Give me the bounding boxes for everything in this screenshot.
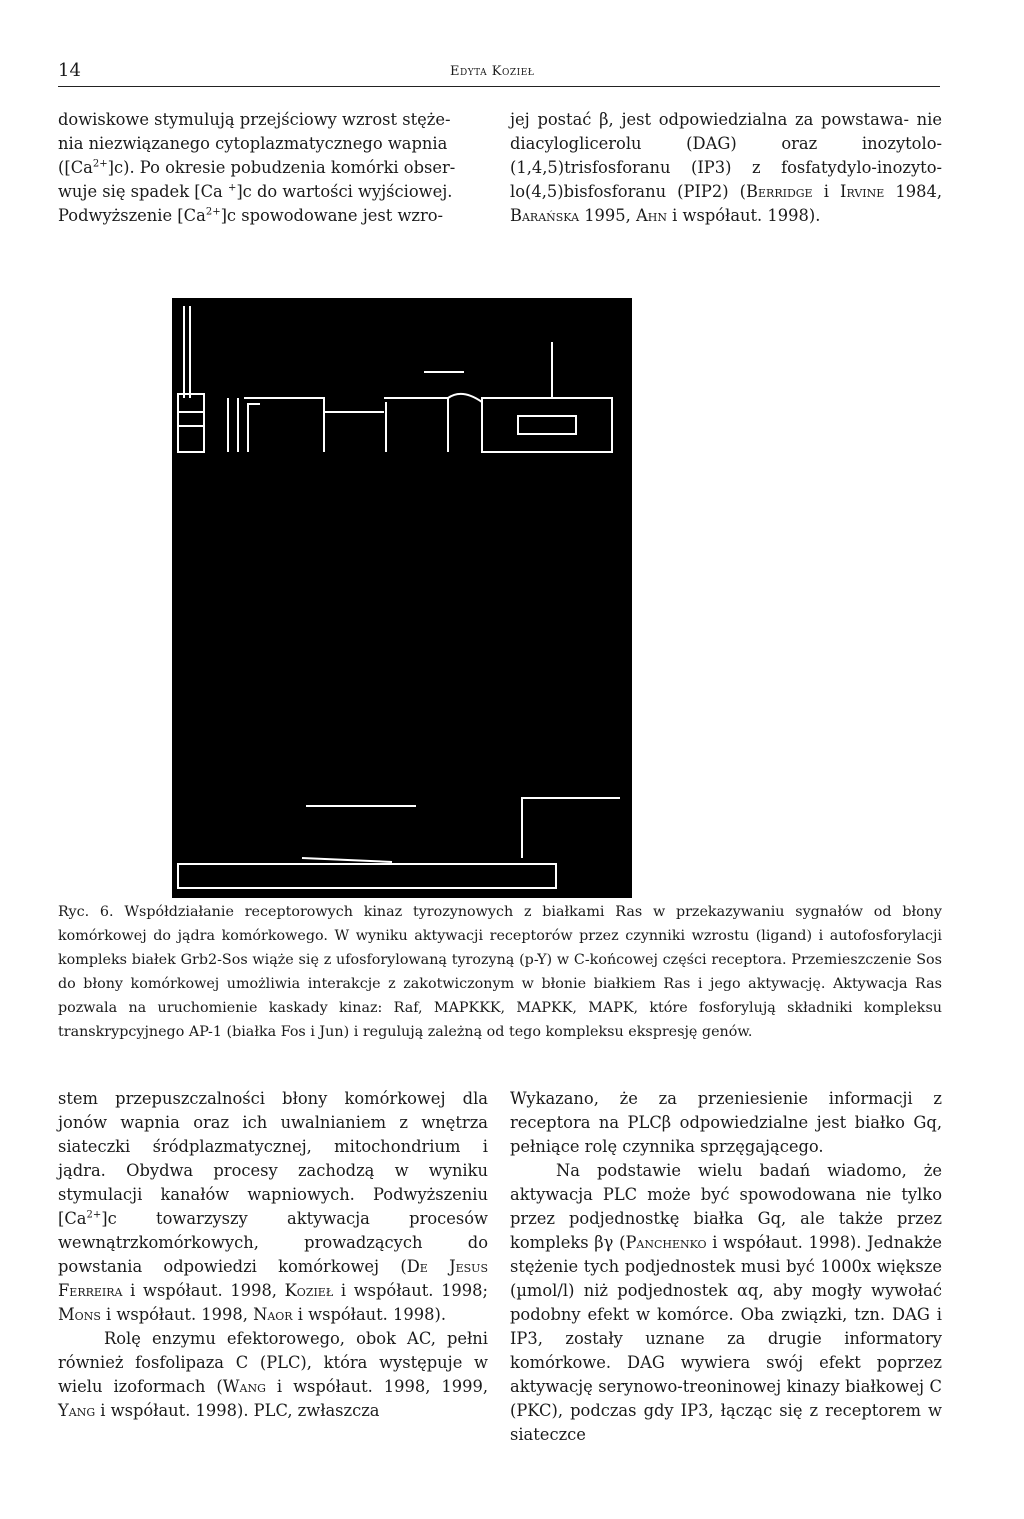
caption-text: Ryc. 6. Współdziałanie receptorowych kinaz tyrozynowych z białkami Ras w przekazywaniu sygnałów od błony komórkowej do jądra komórkowego. W wyniku aktywacji receptorów przez czynniki wzrostu (ligand) i autofosforylacji kompleks białek Grb2-Sos wiąże się z ufosforylowaną tyrozyną (p-Y) w C-końcowej części receptora. Przemieszczenie Sos do błony komórkowej umożliwia interakcje z zakotwiczonym w błonie białkiem Ras i jego aktywację. Aktywacja Ras pozwala na uruchomienie kaskady kinaz: Raf, MAPKKK, MAPKK, MAPK, które fosforylują składniki kompleksu transkrypcyjnego AP-1 (białka Fos i Jun) i regulują zależną od tego kompleksu ekspresję genów. <box>58 904 942 1040</box>
bottom-left-column <box>58 1087 488 1423</box>
page-number: 14 <box>58 60 81 81</box>
text-line: Podwyższenie $[Ca^{2+}]c$ spowodowane jest wzro- <box>58 206 444 225</box>
paragraph: Wykazano, że za przeniesienie informacji z receptora na PLCβ odpowiedzialne jest białko Gq, pełniące rolę czynnika sprzęgającego. <box>510 1089 942 1156</box>
text-line: dowiskowe stymulują przejściowy wzrost stęże- <box>58 110 451 129</box>
top-left-column <box>58 108 488 228</box>
paragraph: jej postać β, jest odpowiedzialna za powstawa- nie diacyloglicerolu (DAG) oraz inozytolo- (1,4,5)trisfosforanu (IP3) z fosfatydylo-inozyto- lo(4,5)bisfosforanu (PIP2) (Berridge i Irvine 1984, Barańska 1995, Ahn i współaut. 1998). <box>510 110 942 225</box>
figure-drawing <box>172 298 632 898</box>
paragraph: stem przepuszczalności błony komórkowej dla jonów wapnia oraz ich uwalnianiem z wnętrza siateczki śródplazmatycznej, mitochondrium i jądra. Obydwa procesy zachodzą w wyniku stymulacji kanałów wapniowych. Podwyższeniu $[Ca^{2+}]c$ towarzyszy aktywacja procesów wewnątrzkomórkowych, prowadzących do powstania odpowiedzi komórkowej (De Jesus Ferreira i współaut. 1998, Kozieł i współaut. 1998; Mons i współaut. 1998, Naor i współaut. 1998). <box>58 1089 488 1324</box>
figure-6 <box>172 298 632 898</box>
top-right-column <box>510 108 942 228</box>
text-line: nia niezwiązanego cytoplazmatycznego wapnia <box>58 134 448 153</box>
paragraph: Na podstawie wielu badań wiadomo, że aktywacja PLC może być spowodowana nie tylko przez podjednostkę białka Gq, ale także przez kompleks βγ (Panchenko i współaut. 1998). Jednakże stężenie tych podjednostek musi być 1000x większe (µmol/l) niż podjednostek αq, aby mogły wywołać podobny efekt w komórce. Oba związki, tzn. DAG i IP3, zostały uznane za drugie informatory komórkowe. DAG wywiera swój efekt poprzez aktywację serynowo-treoninowej kinazy białkowej C (PKC), podczas gdy IP3, łącząc się z receptorem w siateczce <box>510 1161 942 1444</box>
figure-background <box>172 298 632 898</box>
text-line: $([Ca^{2+}]c)$. Po okresie pobudzenia komórki obser- <box>58 158 456 177</box>
figure-caption <box>58 900 942 1044</box>
text-line: wuje się spadek [Ca +]c do wartości wyjściowej. <box>58 182 453 201</box>
page-header <box>58 58 940 87</box>
paragraph: Rolę enzymu efektorowego, obok AC, pełni również fosfolipaza C (PLC), która występuje w wielu izoformach (Wang i współaut. 1998, 1999, Yang i współaut. 1998). PLC, zwłaszcza <box>58 1329 488 1420</box>
running-head: Edyta Kozieł <box>450 64 535 79</box>
bottom-right-column <box>510 1087 942 1447</box>
